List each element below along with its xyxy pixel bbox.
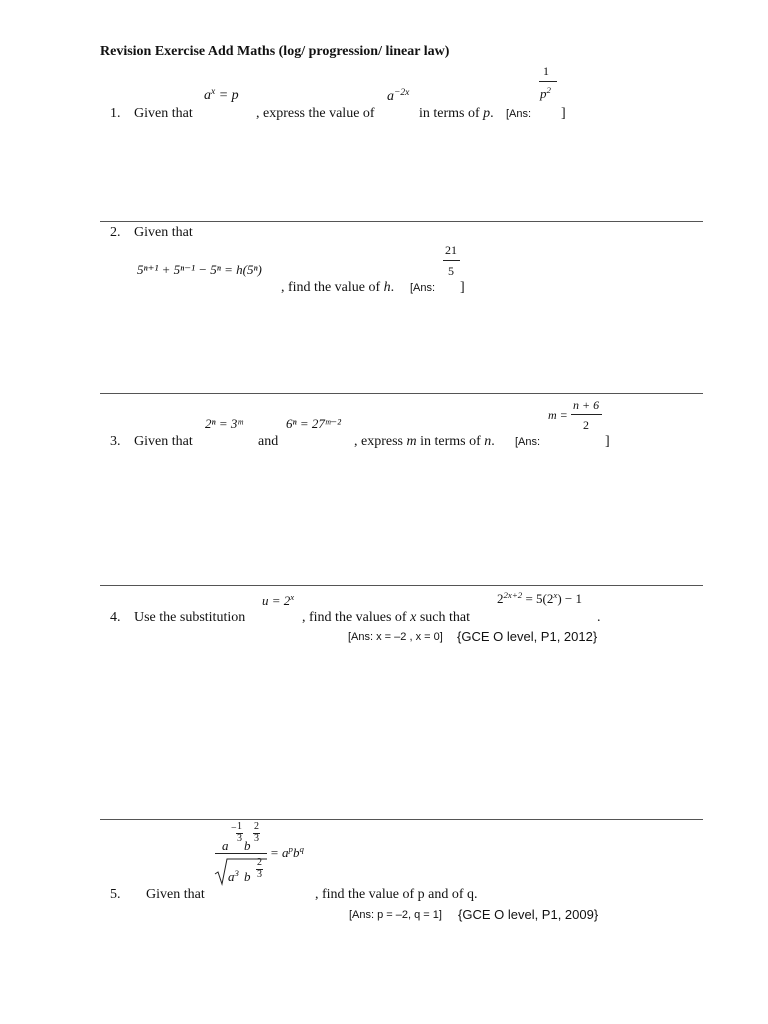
q2-answer-label: [Ans: xyxy=(410,282,436,294)
q1-answer-fraction-bar xyxy=(539,81,557,82)
q1-answer-denominator: $p^2$ xyxy=(540,85,551,101)
q3-answer-close: ] xyxy=(605,434,610,449)
q5-num-a-exp-num: 1 xyxy=(237,821,242,832)
q1-condition: $a^x = p$ xyxy=(204,86,239,103)
q5-rad-b: b xyxy=(244,869,251,884)
q5-source: {GCE O level, P1, 2009} xyxy=(458,907,599,922)
divider-2 xyxy=(100,393,703,394)
q5-rad-a: $a^3$ xyxy=(228,868,239,884)
q4-dot: . xyxy=(597,610,601,625)
question-1-number: 1. xyxy=(110,106,121,121)
q5-num-b-exp-num: 2 xyxy=(254,821,259,832)
q3-express-text: , express m in terms of n. xyxy=(354,434,495,449)
q5-num-b: b xyxy=(244,838,251,853)
question-4-text: Use the substitution xyxy=(134,610,246,625)
q5-num-b-exp-den: 3 xyxy=(254,833,259,844)
q4-source: {GCE O level, P1, 2012} xyxy=(457,629,598,644)
q2-find-text: , find the value of h. xyxy=(281,280,395,295)
q3-answer-denominator: 2 xyxy=(583,418,589,432)
q2-answer-numerator: 21 xyxy=(445,243,457,257)
q2-answer-close: ] xyxy=(460,280,465,295)
q1-answer-numerator: 1 xyxy=(543,64,549,78)
q2-equation: 5ⁿ⁺¹ + 5ⁿ⁻¹ − 5ⁿ = h(5ⁿ) xyxy=(137,262,262,277)
question-5-given: Given that xyxy=(146,887,205,902)
q5-find-text: , find the value of p and of q. xyxy=(315,887,478,902)
question-1-given: Given that xyxy=(134,106,193,121)
question-5-number: 5. xyxy=(110,887,121,902)
question-3-number: 3. xyxy=(110,434,121,449)
q5-main-fraction-bar xyxy=(215,853,267,854)
q4-substitution: $u = 2^x$ xyxy=(262,592,295,608)
page-title: Revision Exercise Add Maths (log/ progression/ linear law) xyxy=(100,44,450,59)
q5-num-a: a xyxy=(222,838,229,853)
q5-rad-b-exp-num: 2 xyxy=(257,857,262,868)
divider-4 xyxy=(100,819,703,820)
question-3-given: Given that xyxy=(134,434,193,449)
q5-rad-b-exp-den: 3 xyxy=(257,869,262,880)
divider-3 xyxy=(100,585,703,586)
q4-answer: [Ans: x = –2 , x = 0] xyxy=(348,631,443,643)
q3-and: and xyxy=(258,434,279,449)
q4-equation: $2^{2x+2} = 5(2^x) - 1$ xyxy=(497,590,582,606)
q3-answer-lhs: m = xyxy=(548,408,568,422)
q3-answer-fraction-bar xyxy=(571,414,602,415)
question-4-number: 4. xyxy=(110,610,121,625)
q3-answer-label: [Ans: xyxy=(515,436,541,448)
question-1-tail: in terms of p. xyxy=(419,106,494,121)
question-1-mid-text: , express the value of xyxy=(256,106,375,121)
divider-1 xyxy=(100,221,703,222)
q5-num-a-minus: − xyxy=(231,823,237,834)
question-2-given: Given that xyxy=(134,225,193,240)
q1-answer-close: ] xyxy=(561,106,566,121)
question-2-number: 2. xyxy=(110,225,121,240)
q5-num-a-exp-den: 3 xyxy=(237,833,242,844)
q5-rhs: = $a^pb^q$ xyxy=(270,844,304,860)
q5-answer: [Ans: p = –2, q = 1] xyxy=(349,909,442,921)
q2-answer-denominator: 5 xyxy=(448,264,454,278)
q2-answer-fraction-bar xyxy=(443,260,460,261)
q1-expression: $a^{-2x}$ xyxy=(387,87,410,104)
q3-equation-1: 2ⁿ = 3ᵐ xyxy=(205,416,243,431)
q3-equation-2: 6ⁿ = 27ᵐ⁻² xyxy=(286,416,342,431)
q1-answer-label: [Ans: xyxy=(506,108,532,120)
q3-answer-numerator: n + 6 xyxy=(573,398,600,412)
q4-find-text: , find the values of x such that xyxy=(302,610,470,625)
